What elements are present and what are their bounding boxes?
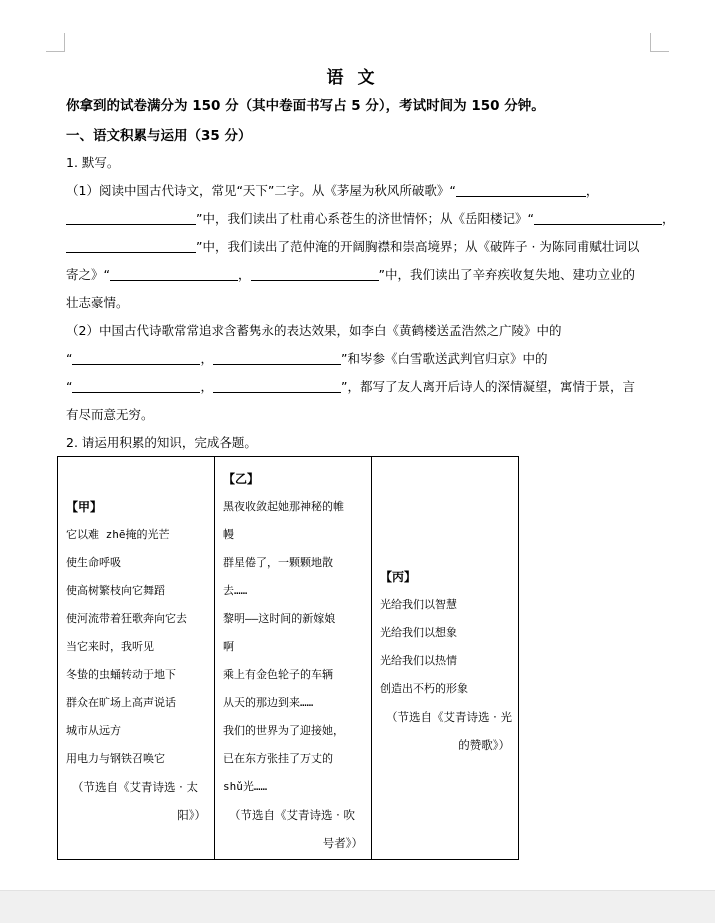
poem-source-cont: 号者》）	[322, 836, 363, 850]
text: ，	[200, 379, 213, 394]
poem-line: 啊	[223, 640, 234, 653]
poem-line: 黎明——这时间的新嫁娘	[223, 612, 336, 625]
text: ，	[585, 183, 599, 198]
text: ”中，我们读出了杜甫心系苍生的济世情怀；从《岳阳楼记》“	[196, 211, 534, 226]
answer-blank[interactable]	[213, 351, 341, 365]
crop-mark-top-right	[650, 33, 669, 52]
poem-line: 光给我们以想象	[380, 626, 457, 639]
crop-mark-top-left	[46, 33, 65, 52]
text: ”中，我们读出了辛弃疾收复失地、建功立业的	[378, 267, 635, 282]
poem-line: 黑夜收敛起她那神秘的帷	[223, 500, 344, 513]
poem-heading: 【甲】	[66, 500, 103, 514]
answer-blank[interactable]	[66, 211, 196, 225]
poem-heading: 【丙】	[380, 570, 417, 584]
answer-blank[interactable]	[456, 183, 586, 197]
text: ”，都写了友人离开后诗人的深情凝望，寓情于景，言	[341, 379, 635, 394]
poem-line: shǔ光……	[223, 780, 268, 793]
q1-part2-line4: 有尽而意无穷。	[66, 407, 154, 422]
poem-line: 幔	[223, 528, 234, 541]
poem-line: 去……	[223, 584, 248, 597]
poem-column-bing	[372, 457, 518, 859]
poem-line: 从天的那边到来……	[223, 696, 314, 709]
page-title: 语文	[326, 68, 389, 88]
poem-source: （节选自《艾青诗选 · 太	[72, 780, 198, 794]
text: ”中，我们读出了范仲淹的开阔胸襟和崇高境界；从《破阵子 · 为陈同甫赋壮词以	[196, 239, 640, 254]
poem-source: （节选自《艾青诗选 · 光	[386, 710, 512, 724]
poem-line: 使河流带着狂歌奔向它去	[66, 612, 187, 625]
exam-intro: 你拿到的试卷满分为 150 分（其中卷面书写占 5 分），考试时间为 150 分钟。	[66, 98, 545, 114]
poem-table	[57, 456, 519, 860]
q1-part2-line3	[66, 378, 635, 396]
text: ，	[237, 267, 251, 282]
poem-line: 冬蛰的虫蛹转动于地下	[66, 668, 176, 681]
poem-heading: 【乙】	[223, 472, 260, 486]
text: “	[66, 379, 73, 394]
answer-blank[interactable]	[213, 379, 341, 393]
poem-source-cont: 阳》）	[177, 808, 206, 822]
q1-part1-line4	[66, 266, 635, 284]
answer-blank[interactable]	[66, 239, 196, 253]
section-heading: 一、语文积累与运用（35 分）	[66, 128, 252, 144]
q1-part1-line1	[66, 182, 598, 200]
text: ，	[200, 351, 213, 366]
text: ”和岑参《白雪歌送武判官归京》中的	[341, 351, 548, 366]
poem-line: 群众在旷场上高声说话	[66, 696, 176, 709]
text: “	[66, 351, 73, 366]
poem-column-yi	[215, 457, 372, 859]
poem-source-cont: 的赞歌》）	[458, 738, 510, 752]
poem-line: 已在东方张挂了万丈的	[223, 752, 333, 765]
answer-blank[interactable]	[251, 267, 379, 281]
poem-line: 用电力与钢铁召唤它	[66, 752, 165, 765]
q1-part1-line3	[66, 238, 639, 256]
q1-part2-line1: （2）中国古代诗歌常常追求含蓄隽永的表达效果，如李白《黄鹤楼送孟浩然之广陵》中的	[66, 323, 562, 338]
q1-part2-line2	[66, 350, 547, 368]
poem-line: 使高树繁枝向它舞蹈	[66, 584, 165, 597]
poem-line: 乘上有金色轮子的车辆	[223, 668, 333, 681]
text: （1）阅读中国古代诗文，常见“天下”二字。从《茅屋为秋风所破歌》“	[66, 183, 456, 198]
answer-blank[interactable]	[110, 267, 238, 281]
answer-blank[interactable]	[72, 379, 200, 393]
question-1-label: 1. 默写。	[66, 155, 120, 170]
answer-blank[interactable]	[534, 211, 662, 225]
poem-line: 光给我们以智慧	[380, 598, 457, 611]
answer-blank[interactable]	[72, 351, 200, 365]
poem-line: 光给我们以热情	[380, 654, 457, 667]
text: 寄之》“	[66, 267, 110, 282]
poem-column-jia	[58, 457, 215, 859]
text: ，	[661, 211, 675, 226]
q1-part1-line2	[66, 210, 674, 228]
poem-line: 我们的世界为了迎接她，	[223, 724, 344, 737]
poem-line: 当它来时，我听见	[66, 640, 154, 653]
poem-line: 使生命呼吸	[66, 556, 121, 569]
question-2-label: 2. 请运用积累的知识，完成各题。	[66, 435, 257, 450]
poem-line: 城市从远方	[66, 724, 121, 737]
viewer-bottom-area	[0, 890, 715, 923]
q1-part1-line5: 壮志豪情。	[66, 295, 129, 310]
poem-line: 它以难 zhē掩的光芒	[66, 528, 170, 541]
poem-line: 群星倦了，一颗颗地散	[223, 556, 333, 569]
poem-source: （节选自《艾青诗选 · 吹	[229, 808, 355, 822]
poem-line: 创造出不朽的形象	[380, 682, 468, 695]
